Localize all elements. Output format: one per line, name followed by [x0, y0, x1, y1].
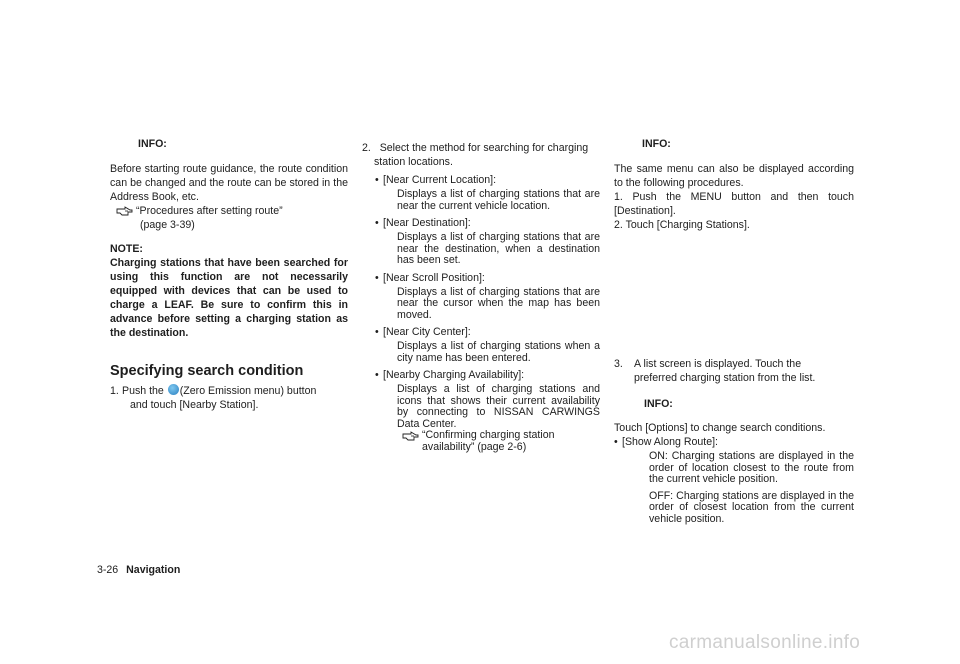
step-text-line: preferred charging station from the list.	[634, 372, 816, 384]
step-number: 2.	[362, 142, 371, 154]
option-description: Displays a list of charging stations that are near the current vehicle location.	[397, 188, 600, 212]
cross-reference[interactable]	[110, 204, 348, 232]
step-number: 3.	[614, 358, 623, 370]
note-heading: NOTE:	[110, 243, 143, 255]
option-label: [Near City Center]:	[383, 326, 471, 338]
bullet: •	[375, 217, 379, 229]
reference-page: (page 3-39)	[140, 219, 195, 231]
info-heading: INFO:	[642, 138, 671, 150]
reference-title: “Confirming charging station availability” (page 2-6)	[422, 429, 555, 453]
step-text: Push the	[122, 385, 164, 397]
bullet: •	[375, 271, 379, 284]
option-label: [Show Along Route]:	[622, 436, 718, 448]
step-1	[110, 384, 348, 412]
option-item	[614, 435, 854, 449]
bullet: •	[375, 326, 379, 338]
option-description: ON: Charging stations are displayed in the order of location closest to the route from the current vehicle position.	[649, 450, 854, 485]
step-text-line: A list screen is displayed. Touch the	[634, 358, 802, 370]
option-label: [Nearby Charging Availability]:	[383, 369, 525, 381]
step-text: Select the method for searching for charging station locations.	[374, 142, 589, 168]
step-text: and touch [Nearby Station].	[130, 399, 259, 411]
section-title: Specifying search condition	[110, 363, 304, 379]
info-heading: INFO:	[644, 398, 673, 410]
step-number: 1.	[110, 385, 119, 397]
option-item	[362, 271, 600, 285]
step-2	[362, 141, 600, 169]
procedure-step: 1. Push the MENU button and then touch [Destination].	[614, 191, 854, 217]
bullet: •	[375, 369, 379, 381]
page-footer	[97, 564, 180, 576]
option-item	[362, 325, 600, 339]
reference-pointer-icon	[402, 430, 420, 442]
info-text: Touch [Options] to change search conditions.	[614, 422, 826, 434]
watermark: carmanualsonline.info	[669, 632, 861, 653]
section-name: Navigation	[126, 564, 181, 576]
step-3	[614, 357, 854, 525]
info-text: The same menu can also be displayed according to the following procedures.	[614, 163, 854, 189]
bullet: •	[614, 436, 618, 448]
option-description: Displays a list of charging stations that are near the cursor when the map has been moved.	[397, 285, 600, 321]
cross-reference[interactable]	[408, 430, 600, 453]
procedure-step: 2. Touch [Charging Stations].	[614, 219, 750, 231]
reference-pointer-icon	[116, 205, 134, 217]
note-text: Charging stations that have been searched for using this function are not necessarily equipped with devices that can be used to charge a LEAF. Be sure to confirm this in advance before setting a charging station as the destination.	[110, 257, 348, 339]
step-text	[614, 357, 854, 371]
reference-title: “Procedures after setting route”	[136, 205, 283, 217]
option-label: [Near Current Location]:	[383, 174, 497, 186]
option-item	[362, 216, 600, 230]
option-description: Displays a list of charging stations that are near the destination, when a destination has been set.	[397, 231, 600, 266]
info-heading: INFO:	[138, 138, 167, 150]
step-text: (Zero Emission menu) button	[179, 385, 317, 397]
info-text: Before starting route guidance, the route condition can be changed and the route can be stored in the Address Book, etc.	[110, 163, 348, 203]
option-item	[362, 173, 600, 187]
column-right	[614, 137, 854, 232]
option-label: [Near Destination]:	[383, 217, 471, 229]
option-description: Displays a list of charging stations when a city name has been entered.	[397, 340, 600, 364]
page-number: 3-26	[97, 564, 119, 576]
option-description: OFF: Charging stations are displayed in the order of closest location from the current vehicle position.	[649, 489, 854, 525]
column-middle	[362, 141, 600, 453]
bullet: •	[375, 174, 379, 186]
column-left	[110, 137, 348, 412]
zero-emission-icon	[168, 384, 179, 395]
option-item	[362, 368, 600, 382]
option-label: [Near Scroll Position]:	[383, 271, 485, 284]
option-description: Displays a list of charging stations and icons that shows their current availability by connecting to NISSAN CARWINGS Data Center.	[397, 383, 600, 430]
